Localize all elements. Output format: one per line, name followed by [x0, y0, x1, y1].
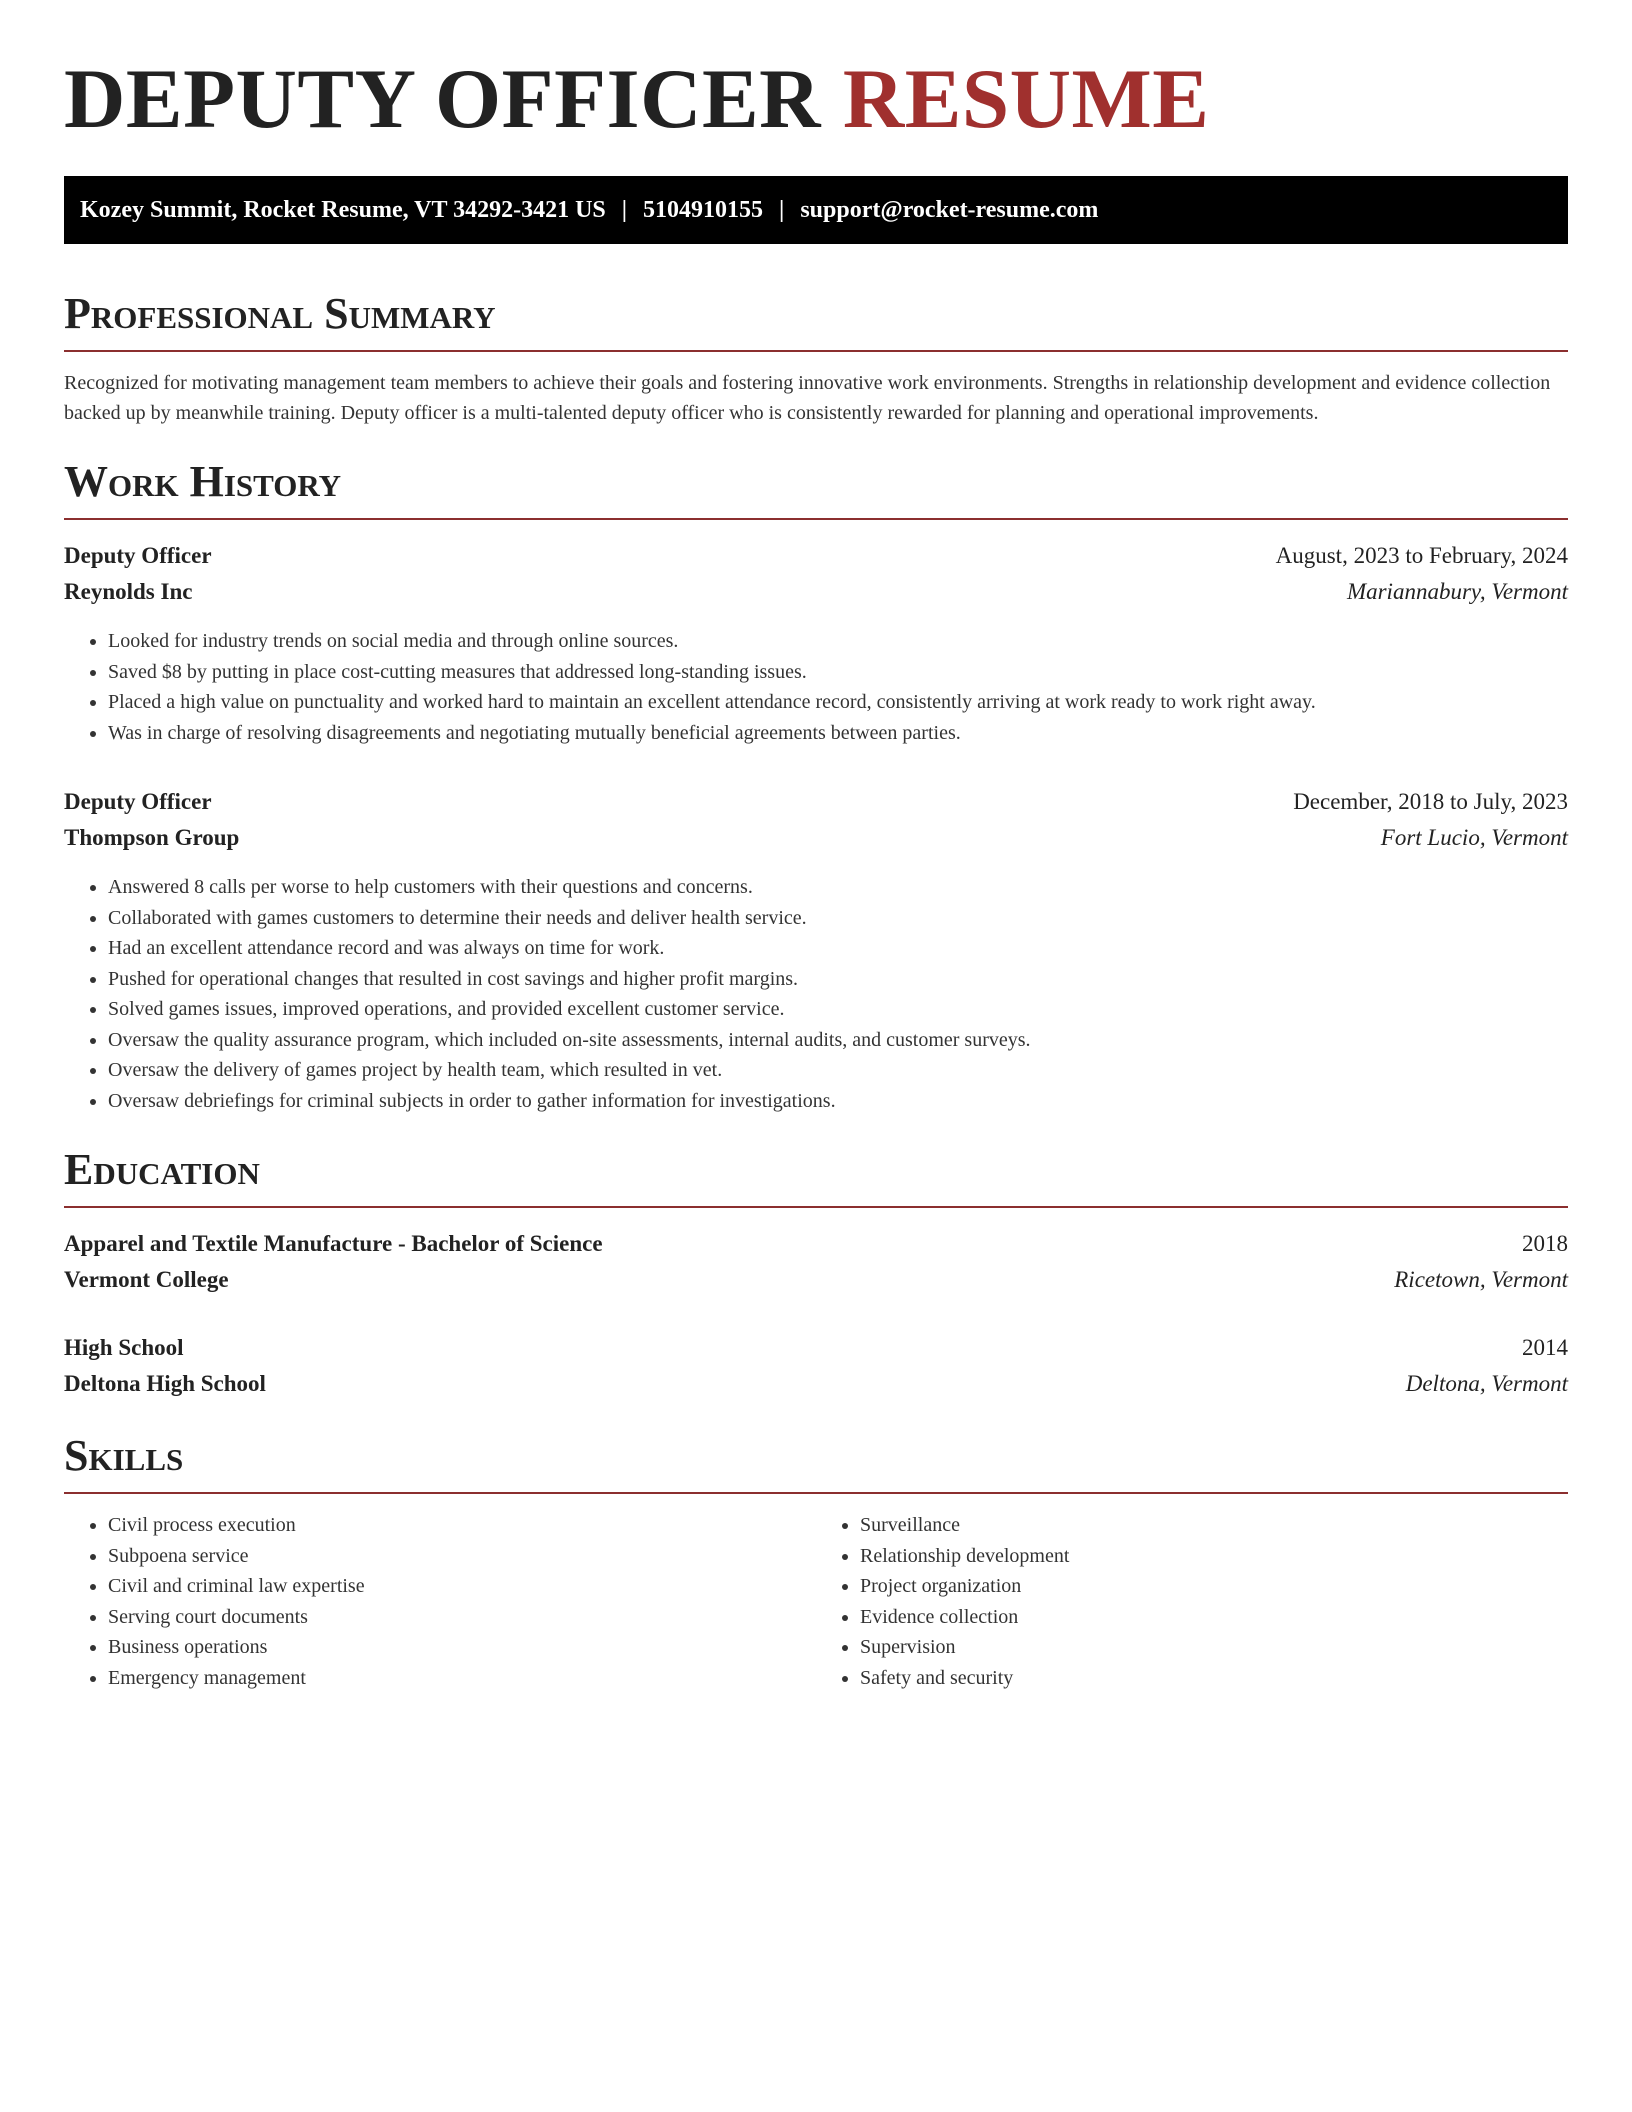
education-school: Vermont College: [64, 1267, 229, 1292]
contact-separator: |: [621, 196, 628, 223]
job-bullets: [64, 626, 1568, 748]
education-degree: Apparel and Textile Manufacture - Bachelor of Science: [64, 1231, 603, 1256]
job-bullet: • Had an excellent attendance record and was always on time for work.: [108, 933, 1568, 964]
skill-item: • Business operations: [108, 1632, 816, 1663]
job-dates: August, 2023 to February, 2024: [1275, 543, 1568, 568]
contact-address: Kozey Summit, Rocket Resume, VT 34292-3421 US: [80, 196, 606, 223]
contact-bar: [64, 176, 1568, 244]
job-company-row: [64, 820, 1568, 856]
education-location: Ricetown, Vermont: [1394, 1267, 1568, 1292]
contact-separator: |: [779, 196, 785, 223]
skill-item: • Civil process execution: [108, 1510, 816, 1541]
job-entry: [64, 538, 1568, 748]
job-title: Deputy Officer: [64, 543, 212, 568]
skills-list-left: [64, 1510, 816, 1693]
education-heading: Education: [64, 1148, 1568, 1208]
job-bullet: • Placed a high value on punctuality and worked hard to maintain an excellent attendance record, consistently arriving at work ready to work right away.: [108, 687, 1568, 718]
resume-title: [64, 0, 1568, 144]
job-company: Thompson Group: [64, 825, 240, 850]
skill-item: • Evidence collection: [860, 1602, 1568, 1633]
job-bullet: • Looked for industry trends on social media and through online sources.: [108, 626, 1568, 657]
skills-columns: [64, 1510, 1568, 1693]
job-bullet: • Oversaw the delivery of games project by health team, which resulted in vet.: [108, 1055, 1568, 1086]
education-degree: High School: [64, 1335, 184, 1360]
skill-item: • Supervision: [860, 1632, 1568, 1663]
job-bullet: • Saved $8 by putting in place cost-cutting measures that addressed long-standing issues.: [108, 657, 1568, 688]
job-bullet: • Solved games issues, improved operations, and provided excellent customer service.: [108, 994, 1568, 1025]
skill-item: • Serving court documents: [108, 1602, 816, 1633]
education-year: 2018: [1522, 1231, 1568, 1256]
job-bullet: • Oversaw the quality assurance program, which included on-site assessments, internal audits, and customer surveys.: [108, 1025, 1568, 1056]
skill-item: • Surveillance: [860, 1510, 1568, 1541]
education-school-row: [64, 1366, 1568, 1402]
summary-text: Recognized for motivating management team members to achieve their goals and fostering innovative work environments. Strengths in relationship development and evidence collection backed up by meanwhile training. Deputy officer is a multi-talented deputy officer who is consistently rewarded for planning and operational improvements.: [64, 372, 1551, 424]
job-bullet: • Collaborated with games customers to determine their needs and deliver health service.: [108, 903, 1568, 934]
job-entry: [64, 784, 1568, 1116]
job-company: Reynolds Inc: [64, 579, 193, 604]
education-entry: [64, 1330, 1568, 1402]
education-degree-row: [64, 1226, 1568, 1262]
job-location: Fort Lucio, Vermont: [1380, 825, 1568, 850]
skills-list-right: [816, 1510, 1568, 1693]
skill-item: • Project organization: [860, 1571, 1568, 1602]
skill-item: • Safety and security: [860, 1663, 1568, 1694]
skill-item: • Relationship development: [860, 1541, 1568, 1572]
title-accent: RESUME: [842, 52, 1210, 146]
work-history-heading: Work History: [64, 460, 1568, 520]
education-school: Deltona High School: [64, 1371, 266, 1396]
job-title-row: [64, 538, 1568, 574]
education-location: Deltona, Vermont: [1405, 1371, 1568, 1396]
job-bullets: [64, 872, 1568, 1116]
title-main: DEPUTY OFFICER: [64, 52, 822, 146]
summary-heading: Professional Summary: [64, 292, 1568, 352]
job-bullet: • Was in charge of resolving disagreements and negotiating mutually beneficial agreements between parties.: [108, 718, 1568, 749]
skill-item: • Civil and criminal law expertise: [108, 1571, 816, 1602]
job-bullet: • Pushed for operational changes that resulted in cost savings and higher profit margins.: [108, 964, 1568, 995]
education-degree-row: [64, 1330, 1568, 1366]
contact-email: support@rocket-resume.com: [800, 196, 1099, 223]
education-school-row: [64, 1262, 1568, 1298]
job-bullet: • Answered 8 calls per worse to help customers with their questions and concerns.: [108, 872, 1568, 903]
skill-item: • Emergency management: [108, 1663, 816, 1694]
education-year: 2014: [1522, 1335, 1568, 1360]
job-dates: December, 2018 to July, 2023: [1293, 789, 1568, 814]
job-bullet: • Oversaw debriefings for criminal subjects in order to gather information for investigations.: [108, 1086, 1568, 1117]
skill-item: • Subpoena service: [108, 1541, 816, 1572]
job-company-row: [64, 574, 1568, 610]
education-entry: [64, 1226, 1568, 1298]
job-title-row: [64, 784, 1568, 820]
job-location: Mariannabury, Vermont: [1346, 579, 1568, 604]
job-title: Deputy Officer: [64, 789, 212, 814]
skills-heading: Skills: [64, 1434, 1568, 1494]
contact-phone: 5104910155: [643, 196, 764, 223]
